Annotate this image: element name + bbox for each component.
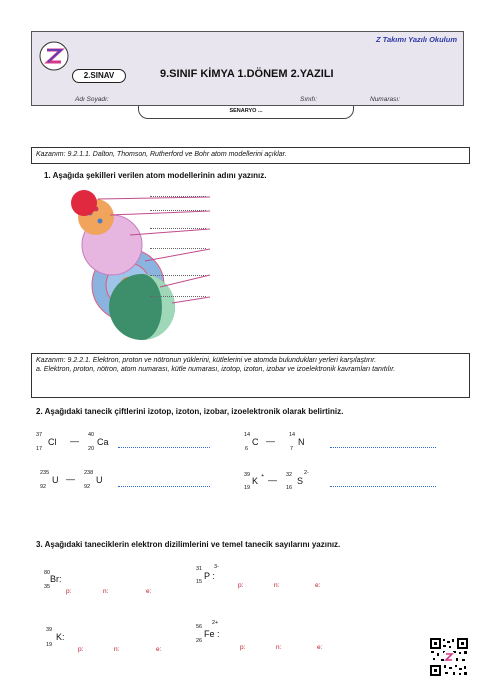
neutron-label: n: (114, 646, 120, 653)
name-label: Adı Soyadı: (75, 96, 109, 103)
kazanim-text-2b: a. Elektron, proton, nötron, atom numarası, kütle numarası, izotop, izoton, izobar ve izoelektronik kavramları tanıtılır. (36, 366, 396, 373)
ion-charge: 2- (304, 470, 309, 476)
number-label: Numarası: (370, 96, 400, 103)
mass-number: 14 (244, 432, 251, 438)
proton-label: p: (238, 582, 244, 589)
mass-number: 14 (289, 432, 296, 438)
dash: — (266, 436, 275, 446)
electron-label: e: (156, 646, 162, 653)
answer-line[interactable] (150, 275, 206, 276)
mass-number: 40 (88, 432, 95, 438)
element-symbol: Cl (48, 437, 57, 447)
atomic-number: 16 (286, 485, 293, 491)
dash: — (66, 474, 75, 484)
answer-line[interactable] (150, 196, 206, 197)
mass-number: 56 (196, 624, 203, 630)
atomic-number: 92 (84, 484, 91, 490)
atomic-number: 20 (88, 446, 95, 452)
nuclide-pair (36, 432, 126, 454)
atomic-number: 6 (245, 446, 249, 452)
mass-number: 238 (84, 470, 94, 476)
answer-line[interactable] (118, 486, 210, 487)
element-symbol: Br: (50, 574, 62, 584)
ion-charge: 2+ (212, 620, 219, 626)
question-3: 3. Aşağıdaki taneciklerin elektron dizilimlerini ve temel tanecik sayılarını yazınız. (36, 540, 341, 549)
mass-number: 39 (46, 627, 53, 633)
element-symbol: P : (204, 571, 215, 581)
element-symbol: U (96, 475, 103, 485)
answer-line[interactable] (118, 447, 210, 448)
proton-label: p: (78, 646, 84, 653)
mass-number: 31 (196, 566, 203, 572)
scenario-tab: SENARYO ... (138, 106, 354, 119)
question-1: 1. Aşağıda şekilleri verilen atom modellerinin adını yazınız. (44, 171, 267, 180)
atomic-number: 15 (196, 579, 203, 585)
answer-line[interactable] (150, 296, 206, 297)
answer-line[interactable] (150, 210, 206, 211)
answer-line[interactable] (330, 486, 436, 487)
mass-number: 32 (286, 472, 293, 478)
element-symbol: S (297, 476, 304, 486)
atomic-number: 17 (36, 446, 43, 452)
proton-label: p: (240, 644, 246, 651)
mass-number: 39 (244, 472, 251, 478)
answer-line[interactable] (150, 228, 206, 229)
ion-charge: + (261, 473, 265, 479)
kazanim-text-1: Kazanım: 9.2.1.1. Dalton, Thomson, Rutherford ve Bohr atom modellerini açıklar. (36, 151, 287, 158)
question-2: 2. Aşağıdaki tanecik çiftlerini izotop, izoton, izobar, izoelektronik olarak belirtiniz. (36, 407, 344, 416)
element-symbol: C (252, 437, 259, 447)
kazanim-text-2a: Kazanım: 9.2.2.1. Elektron, proton ve nötronun yüklerini, kütlelerini ve atomda bulundukları yerleri karşılaştırır. (36, 357, 377, 364)
electron-label: e: (317, 644, 323, 651)
neutron-label: n: (274, 582, 280, 589)
atomic-number: 35 (44, 584, 51, 590)
element-symbol: N (298, 437, 305, 447)
answer-line[interactable] (150, 248, 206, 249)
atomic-number: 19 (46, 642, 53, 648)
species-p (196, 566, 236, 590)
element-symbol: K: (56, 632, 65, 642)
mass-number: 235 (40, 470, 50, 476)
atomic-number: 92 (40, 484, 47, 490)
electron-label: e: (146, 588, 152, 595)
brand-name: Z Takımı Yazılı Okulum (376, 35, 457, 44)
atom-models-figure (60, 185, 220, 345)
element-symbol: Ca (97, 437, 109, 447)
nuclide-pair (40, 470, 130, 492)
element-symbol: K (252, 476, 259, 486)
dash: — (268, 475, 277, 485)
exam-badge: 2.SINAV (72, 69, 126, 83)
qr-code-icon (429, 637, 469, 677)
kazanim-box-1 (31, 147, 470, 164)
ion-charge: 3- (214, 564, 219, 570)
exam-title: 9.SINIF KİMYA 1.DÖNEM 2.YAZILI (160, 68, 334, 80)
atomic-number: 26 (196, 638, 203, 644)
answer-line[interactable] (330, 447, 436, 448)
element-symbol: Fe : (204, 629, 220, 639)
proton-label: p: (66, 588, 72, 595)
species-br (44, 570, 84, 594)
atomic-number: 7 (290, 446, 294, 452)
species-fe (196, 620, 236, 646)
mass-number: 37 (36, 432, 43, 438)
mass-number: 80 (44, 570, 51, 576)
nuclide-pair (244, 432, 324, 454)
z-team-logo (39, 41, 69, 71)
class-label: Sınıfı: (300, 96, 317, 103)
neutron-label: n: (103, 588, 109, 595)
dash: — (70, 436, 79, 446)
element-symbol: U (52, 475, 59, 485)
electron-label: e: (315, 582, 321, 589)
nuclide-pair (244, 470, 324, 492)
atomic-number: 19 (244, 485, 251, 491)
neutron-label: n: (276, 644, 282, 651)
kazanim-box-2 (31, 353, 470, 398)
